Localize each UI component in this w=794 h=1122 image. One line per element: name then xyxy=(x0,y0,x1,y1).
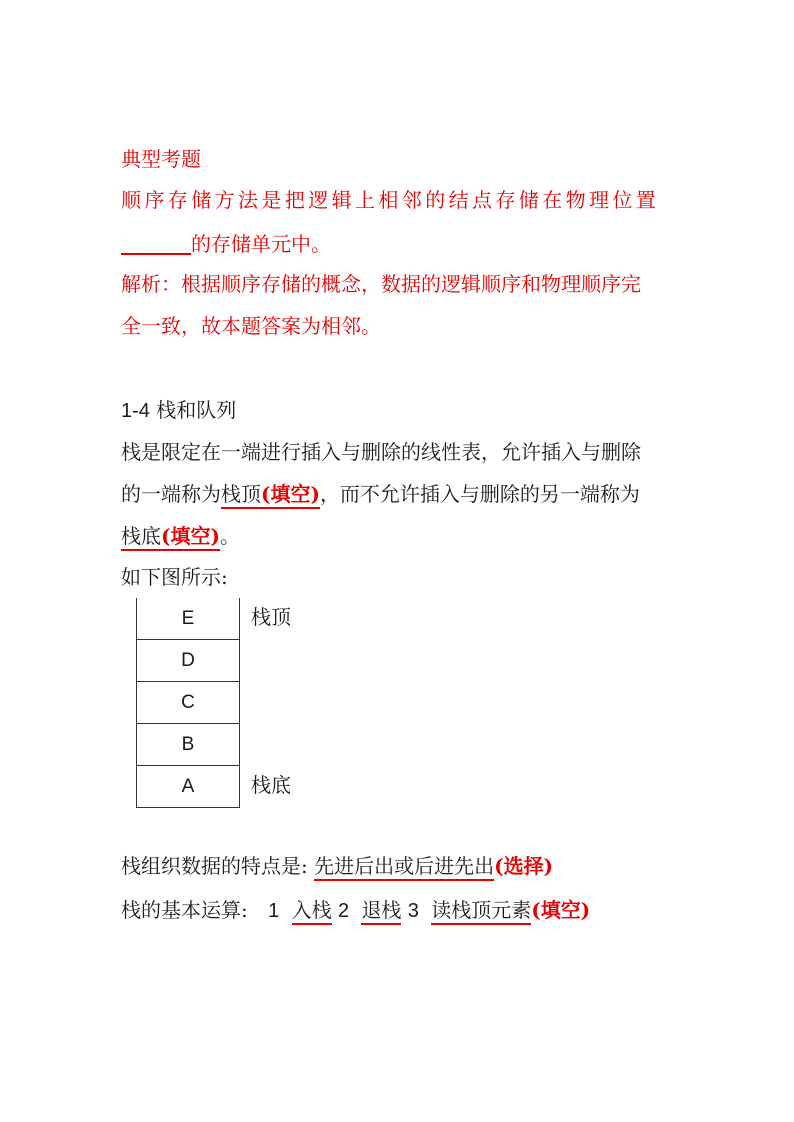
operation-number-3: 3 xyxy=(407,900,419,922)
definition-line-2 xyxy=(121,480,640,508)
definition-line-2-pre: 的一端称为 xyxy=(121,482,221,506)
features-tag: (选择) xyxy=(494,854,554,878)
fill-tag-top: (填空) xyxy=(261,482,320,506)
stack-bottom-label: 栈底 xyxy=(251,773,291,797)
definition-line-1: 栈是限定在一端进行插入与删除的线性表，允许插入与删除 xyxy=(121,440,641,464)
stack-cell: C xyxy=(137,681,239,723)
fill-tag-bottom: (填空) xyxy=(161,524,220,548)
section-heading xyxy=(121,396,236,425)
operation-number-1: 1 xyxy=(268,900,280,922)
question-line-2-text: 的存储单元中。 xyxy=(191,232,331,256)
section-number: 1-4 xyxy=(121,400,150,422)
operations-tag: (填空) xyxy=(531,898,591,922)
features-answer: 先进后出或后进先出 xyxy=(314,854,494,881)
bottom-term-text: 栈底 xyxy=(121,524,161,548)
stack-cell: B xyxy=(137,723,239,765)
operations-label: 栈的基本运算: xyxy=(121,898,248,922)
operations-line xyxy=(121,896,590,925)
definition-line-2-post: ，而不允许插入与删除的另一端称为 xyxy=(319,482,640,506)
operation-1: 入栈 xyxy=(292,898,332,925)
features-line xyxy=(121,852,553,880)
definition-line-3-post: 。 xyxy=(219,524,240,548)
stack-cell: D xyxy=(137,639,239,681)
top-term xyxy=(221,482,320,509)
operation-number-2: 2 xyxy=(337,900,350,922)
question-line-2 xyxy=(121,230,331,258)
top-term-text: 栈顶 xyxy=(221,482,261,506)
bottom-term xyxy=(121,524,220,551)
stack-top-label: 栈顶 xyxy=(251,605,291,629)
stack-cell: A xyxy=(137,765,239,807)
section-title: 栈和队列 xyxy=(156,398,237,422)
definition-line-3 xyxy=(121,522,240,550)
operation-2: 退栈 xyxy=(361,898,401,925)
answer-blank xyxy=(121,233,191,255)
operation-3: 读栈顶元素 xyxy=(431,898,531,925)
stack-diagram xyxy=(136,598,240,808)
question-line-1: 顺序存储方法是把逻辑上相邻的结点存储在物理位置 xyxy=(121,188,660,212)
analysis-line-1: 解析：根据顺序存储的概念，数据的逻辑顺序和物理顺序完 xyxy=(121,272,641,296)
features-label: 栈组织数据的特点是: xyxy=(121,854,315,878)
figure-intro: 如下图所示: xyxy=(121,565,228,589)
stack-cell: E xyxy=(181,607,195,629)
analysis-line-2: 全一致，故本题答案为相邻。 xyxy=(121,314,381,338)
example-heading: 典型考题 xyxy=(121,147,201,171)
